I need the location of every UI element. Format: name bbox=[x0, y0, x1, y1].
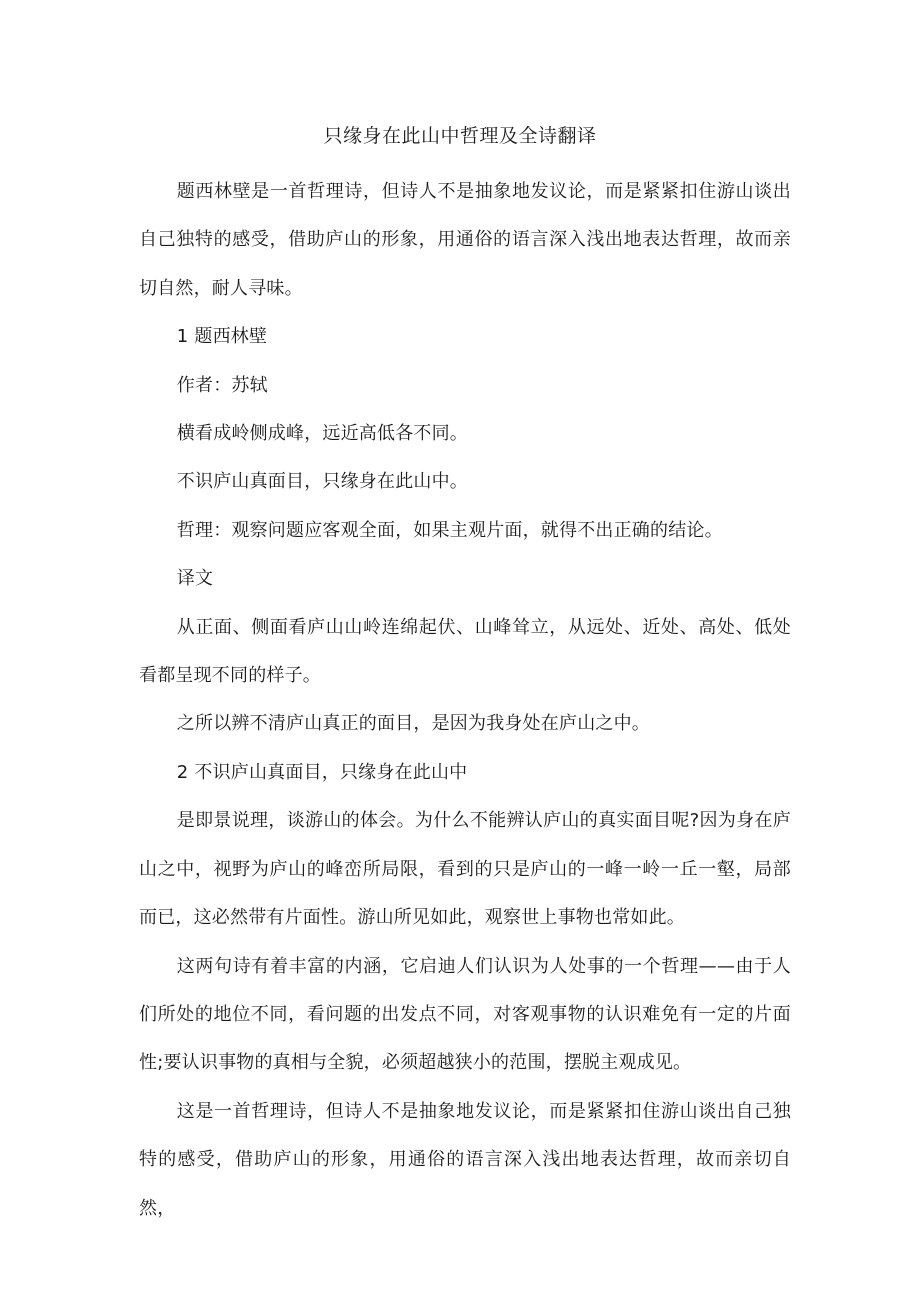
document-body bbox=[139, 168, 791, 1233]
paragraph: 2 不识庐山真面目，只缘身在此山中 bbox=[176, 761, 468, 783]
paragraph: 不识庐山真面目，只缘身在此山中。 bbox=[176, 471, 468, 493]
paragraph: 是即景说理，谈游山的体会。为什么不能辨认庐山的真实面目呢?因为身在庐山之中，视野为庐山的峰峦所局限，看到的只是庐山的一峰一岭一丘一壑，局部而已，这必然带有片面性。游山所见如此，观察世上事物也常如此。 bbox=[139, 810, 791, 929]
paragraph: 横看成岭侧成峰，远近高低各不同。 bbox=[176, 423, 468, 445]
paragraph: 之所以辨不清庐山真正的面目，是因为我身处在庐山之中。 bbox=[176, 713, 650, 735]
paragraph: 题西林壁是一首哲理诗，但诗人不是抽象地发议论，而是紧紧扣住游山谈出自己独特的感受，借助庐山的形象，用通俗的语言深入浅出地表达哲理，故而亲切自然，耐人寻味。 bbox=[139, 181, 791, 299]
paragraph: 哲理：观察问题应客观全面，如果主观片面，就得不出正确的结论。 bbox=[176, 519, 723, 541]
paragraph: 从正面、侧面看庐山山岭连绵起伏、山峰耸立，从远处、近处、高处、低处看都呈现不同的样子。 bbox=[139, 616, 791, 687]
paragraph: 作者：苏轼 bbox=[176, 374, 268, 396]
paragraph: 这两句诗有着丰富的内涵，它启迪人们认识为人处事的一个哲理——由于人们所处的地位不同，看问题的出发点不同，对客观事物的认识难免有一定的片面性;要认识事物的真相与全貌，必须超越狭小的范围，摆脱主观成见。 bbox=[139, 955, 791, 1074]
paragraph: 译文 bbox=[176, 568, 214, 590]
paragraph: 这是一首哲理诗，但诗人不是抽象地发议论，而是紧紧扣住游山谈出自己独特的感受，借助庐山的形象，用通俗的语言深入浅出地表达哲理，故而亲切自然， bbox=[139, 1100, 791, 1219]
paragraph: 1 题西林壁 bbox=[176, 326, 268, 348]
document-title: 只缘身在此山中哲理及全诗翻译 bbox=[323, 125, 597, 147]
